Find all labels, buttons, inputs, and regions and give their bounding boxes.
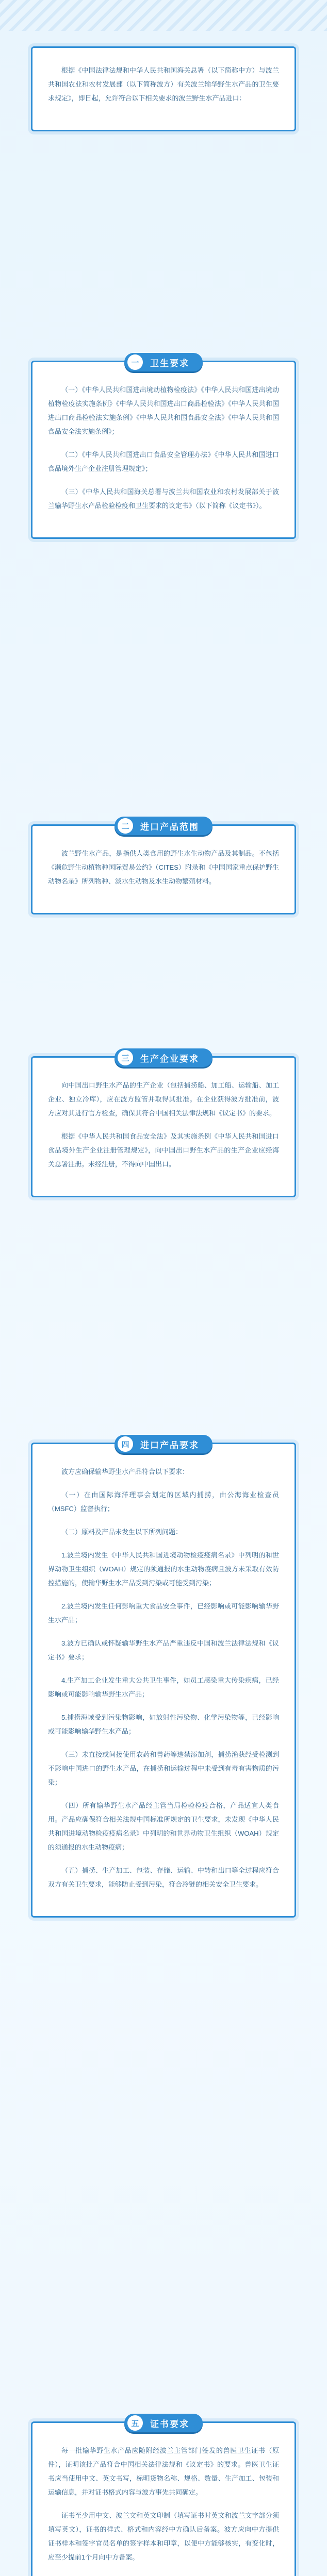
- section-number: 五: [127, 2415, 143, 2431]
- section-paragraph: 3.波方已确认或怀疑输华野生水产品严重违反中国和波兰法律法规和《议定书》要求；: [48, 1639, 279, 1661]
- section-title: 生产企业要求: [140, 1054, 199, 1064]
- section-paragraph: （二）原料及产品未发生以下所列问题：: [61, 1528, 183, 1536]
- section-header: [115, 1435, 212, 1453]
- section-paragraph: （四）所有输华野生水产品经主管当局检验检疫合格，产品适宜人类食用。产品应确保符合相关法规中国标准所规定的卫生要求，未发现《中华人民共和国进境动物检疫疫病名录》中列明的和世界动物卫生组织（WOAH）规定的须通报的水生动物疫病；: [48, 1802, 279, 1851]
- section-paragraph: 1.波兰境内发生《中华人民共和国进境动物检疫疫病名录》中列明的和世界动物卫生组织（WOAH）规定的须通报的水生动物疫病且波方未采取有效防控措施的，使输华野生水产品受到污染或可能受到污染；: [48, 1551, 279, 1587]
- section-paragraph: 每一批输华野生水产品应随附经波兰主管部门签发的兽医卫生证书（原件），证明该批产品符合中国相关法律法规和《议定书》的要求。兽医卫生证书应当使用中文、英文书写，标明货物名称、规格、数量、生产加工、包装和运输信息，并对证书格式内容与波方事先共同确定。: [48, 2447, 279, 2496]
- section-header: [124, 353, 203, 371]
- section-header: [124, 2414, 203, 2432]
- section-paragraph: 向中国出口野生水产品的生产企业（包括捕捞船、加工船、运输船、加工企业、独立冷库），应在波方监管并取得其批准。在企业获得波方批准前，波方应对其进行官方检查，确保其符合中国相关法律法规和《议定书》的要求。: [48, 1081, 279, 1117]
- section-paragraph: 5.捕捞海域受到污染物影响，如放射性污染物、化学污染物等，已经影响或可能影响输华野生水产品；: [48, 1714, 279, 1735]
- section-enterprise-requirements: [31, 1056, 296, 1197]
- section-paragraph: 证书至少用中文、波兰文和英文印制（填写证书时英文和波兰文字部分须填写英文），证书的样式、格式和内容经中方确认后备案。波方应向中方提供证书样本和签字官员名单的签字样本和印章，以便中方能够核实，有变化时，应至少提前1个月向中方备案。: [48, 2512, 279, 2561]
- section-title: 卫生要求: [150, 358, 189, 368]
- section-paragraph: （一）在由国际海洋理事会划定的区域内捕捞，由公海海业检查员（MSFC）监督执行；: [48, 1491, 279, 1513]
- section-title: 进口产品范围: [140, 822, 199, 832]
- section-title: 进口产品要求: [140, 1440, 199, 1450]
- section-header: [115, 1048, 212, 1067]
- section-paragraph: 根据《中华人民共和国食品安全法》及其实施条例《中华人民共和国进口食品境外生产企业注册管理规定》，向中国出口野生水产品的生产企业应经海关总署注册。未经注册，不得向中国出口。: [48, 1132, 279, 1168]
- section-paragraph: （一）《中华人民共和国进出境动植物检疫法》《中华人民共和国进出境动植物检疫法实施条例》《中华人民共和国进出口商品检验法》《中华人民共和国进出口商品检验法实施条例》《中华人民共和国食品安全法》《中华人民共和国食品安全法实施条例》；: [48, 386, 279, 435]
- intro-card: [31, 46, 296, 131]
- section-paragraph: （三）未直接或间接使用农药和兽药等违禁添加剂，捕捞渔获经受检测到不影响中国进口的野生水产品，在捕捞和运输过程中未受到有毒有害物质的污染；: [48, 1751, 279, 1786]
- section-paragraph: 2.波兰境内发生任何影响重大食品安全事件，已经影响或可能影响输华野生水产品；: [48, 1602, 279, 1624]
- section-paragraph: 波方应确保输华野生水产品符合以下要求：: [61, 1468, 189, 1476]
- section-paragraph: （二）《中华人民共和国进出口食品安全管理办法》《中华人民共和国进口食品境外生产企业注册管理规定》；: [48, 451, 279, 472]
- section-header: [115, 817, 212, 835]
- section-sanitary-requirements: [31, 358, 296, 539]
- section-number: 三: [118, 1050, 133, 1065]
- section-number: 四: [118, 1436, 133, 1452]
- section-product-requirements: [31, 1440, 296, 1918]
- section-paragraph: 波兰野生水产品，是指供人类食用的野生水生动物产品及其制品。不包括《濒危野生动植物种国际贸易公约》（CITES）附录和《中国国家重点保护野生动物名录》所列物种、淡水生动物及水生动物繁殖材料。: [48, 850, 279, 885]
- section-number: 一: [127, 354, 143, 370]
- section-certificate-requirements: [31, 2421, 296, 2576]
- section-number: 二: [118, 818, 133, 834]
- section-paragraph: 4.生产加工企业发生重大公共卫生事件，如员工感染重大传染疾病，已经影响或可能影响输华野生水产品；: [48, 1676, 279, 1698]
- section-title: 证书要求: [150, 2419, 189, 2429]
- section-product-scope: [31, 824, 296, 914]
- section-paragraph: （五）捕捞、生产加工、包装、存储、运输、中转和出口等全过程应符合双方有关卫生要求，能够防止受到污染，符合冷链的相关安全卫生要求。: [48, 1867, 279, 1888]
- section-paragraph: （三）《中华人民共和国海关总署与波兰共和国农业和农村发展部关于波兰输华野生水产品检验检疫和卫生要求的议定书》（以下简称《议定书》）。: [48, 488, 279, 510]
- intro-paragraph: 根据《中国法律法规和中华人民共和国海关总署（以下简称中方）与波兰共和国农业和农村发展部（以下简称波方）有关波兰输华野生水产品的卫生要求规定》，即日起，允许符合以下相关要求的波兰野生水产品进口：: [48, 66, 279, 102]
